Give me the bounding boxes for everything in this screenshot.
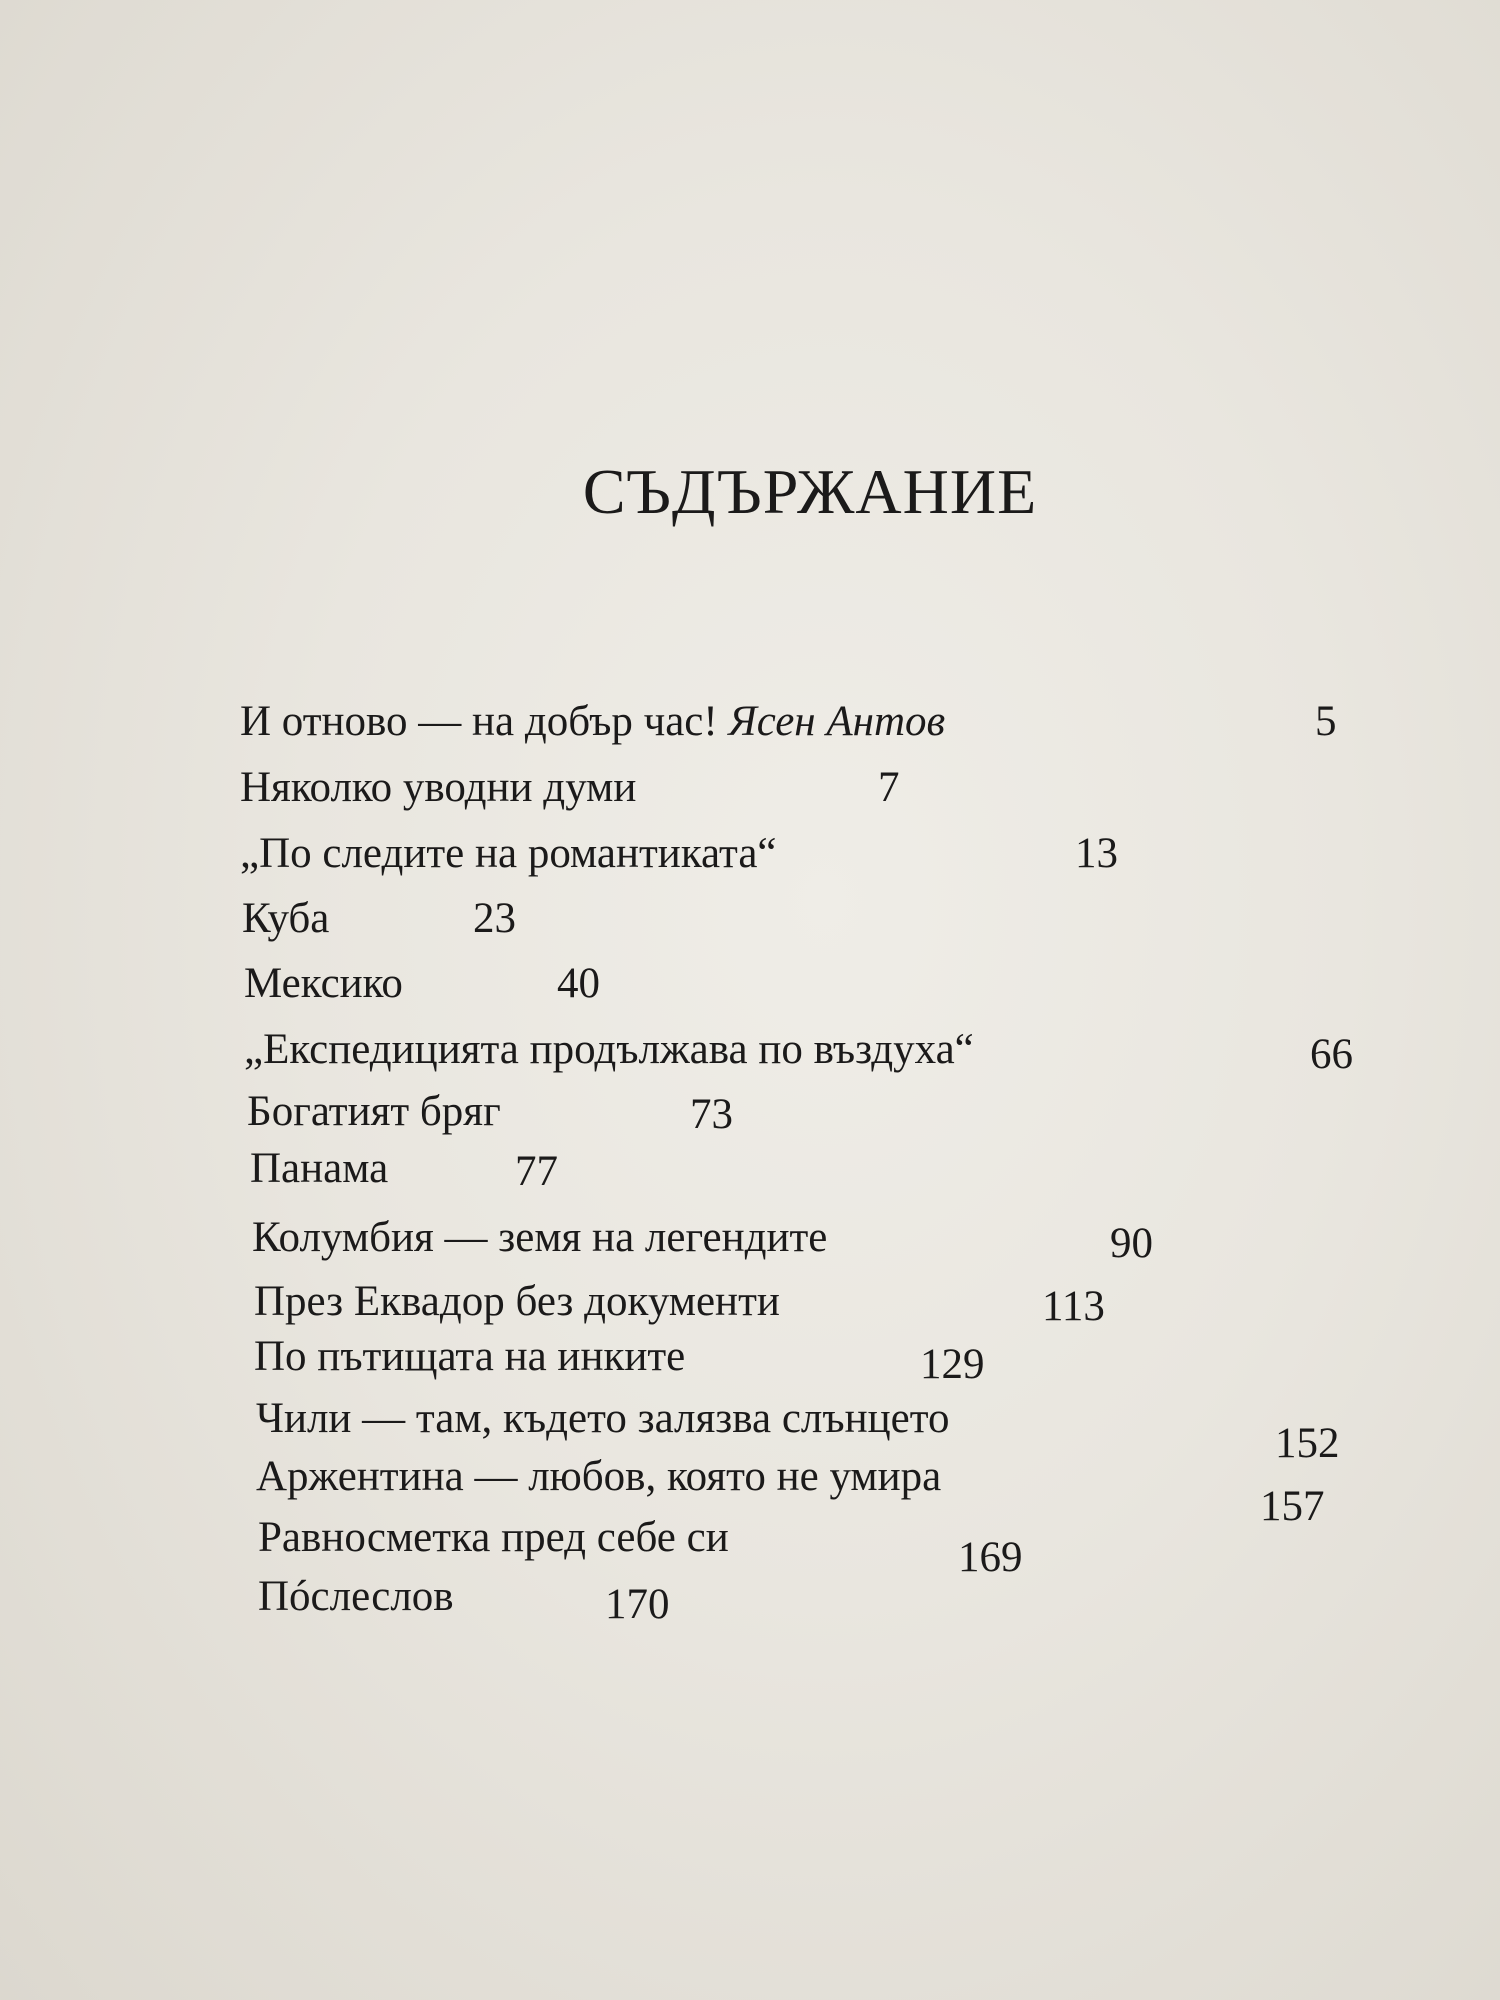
toc-entry-page: 66: [1310, 1031, 1353, 1078]
toc-entry-title: Пóслеслов: [258, 1573, 454, 1620]
toc-entry-title: Аржентина — любов, която не умира: [256, 1453, 942, 1500]
toc-entry-title: „Експедицията продължава по въздуха“: [244, 1026, 974, 1073]
toc-entry-title: През Еквадор без документи: [254, 1278, 780, 1325]
toc-entry-page: 23: [473, 895, 516, 942]
toc-entry-title: Чили — там, където залязва слънцето: [256, 1395, 950, 1442]
toc-entry-title: Панама: [250, 1145, 389, 1192]
toc-entry-page: 77: [515, 1148, 558, 1195]
toc-entry-title: Колумбия — земя на легендите: [252, 1214, 828, 1261]
toc-entry-page: 152: [1275, 1420, 1340, 1467]
toc-entry-page: 40: [557, 960, 600, 1007]
toc-entry-page: 113: [1042, 1283, 1105, 1330]
toc-entry-page: 5: [1315, 698, 1337, 745]
toc-entry-title-text: И отново — на добър час!: [240, 698, 718, 745]
toc-entry-page: 13: [1075, 830, 1118, 877]
page-title: СЪДЪРЖАНИЕ: [582, 456, 1038, 527]
toc-entry-title: Няколко уводни думи: [240, 764, 637, 811]
toc-entry-title: „По следите на романтиката“: [240, 830, 777, 877]
toc-entry-author: Ясен Антов: [728, 698, 946, 745]
toc-entry-page: 129: [920, 1341, 985, 1388]
toc-entry-page: 73: [690, 1091, 733, 1138]
toc-entry-title: Равносметка пред себе си: [258, 1514, 729, 1561]
toc-entry-page: 157: [1260, 1483, 1325, 1530]
toc-entry-page: 7: [878, 764, 900, 811]
toc-entry-page: 90: [1110, 1220, 1153, 1267]
toc-entry-page: 170: [605, 1581, 670, 1628]
toc-entry-title: [240, 700, 945, 743]
toc-entry-title: Богатият бряг: [247, 1088, 501, 1135]
toc-entry-title: Куба: [242, 895, 330, 942]
toc-entry-page: 169: [958, 1534, 1023, 1581]
toc-entry-title: По пътищата на инките: [254, 1333, 686, 1380]
toc-entry-title: Мексико: [244, 960, 403, 1007]
